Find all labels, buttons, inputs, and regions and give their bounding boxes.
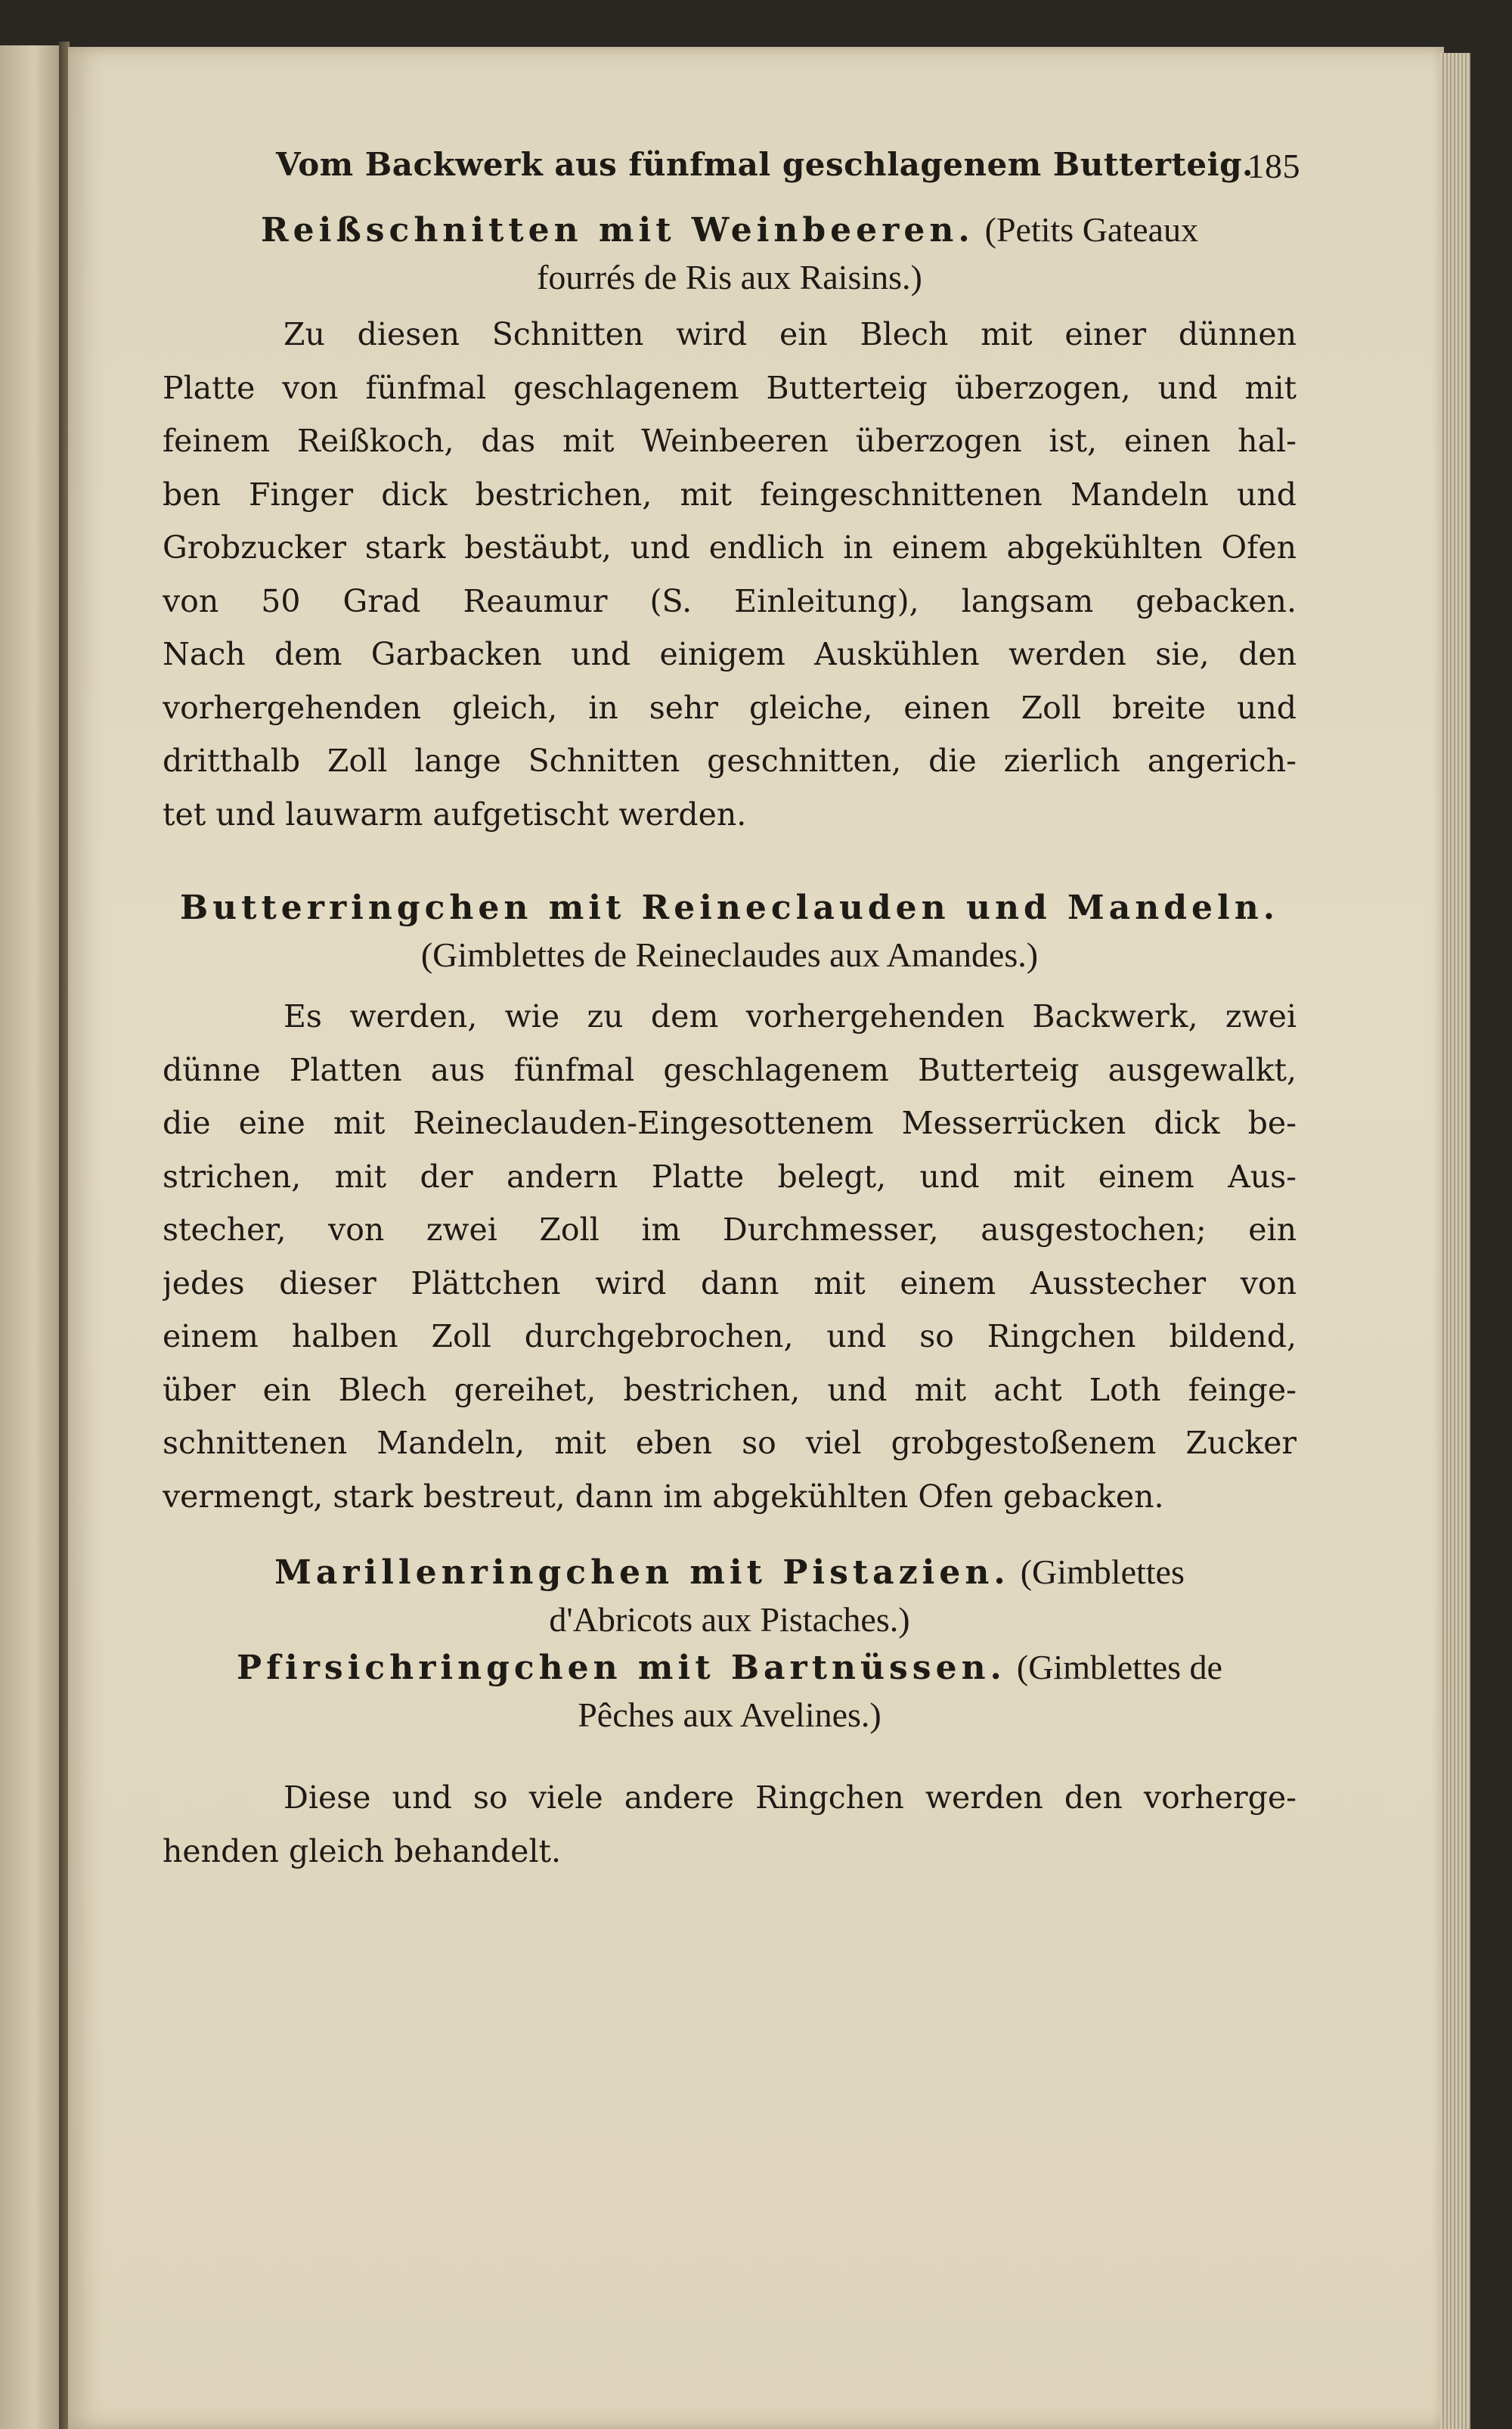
running-head-title: Vom Backwerk aus fünfmal geschlagenem Butterteig. [276, 146, 1254, 183]
heading-french: (Gimblettes de [1016, 1648, 1222, 1686]
paragraph-ringchen [163, 1771, 1297, 1878]
text-line: Es werden, wie zu dem vorhergehenden Backwerk, zwei [284, 998, 1297, 1035]
text-line: von 50 Grad Reaumur (S. Einleitung), langsam gebacken. [163, 582, 1297, 619]
heading-german: Butterringchen mit Reineclauden und Mandeln. [179, 889, 1280, 927]
section-heading-butterringchen [163, 885, 1297, 979]
text-line: henden gleich behandelt. [163, 1832, 562, 1869]
text-line: dünne Platten aus fünfmal geschlagenem Butterteig ausgewalkt, [163, 1051, 1297, 1088]
text-line: Zu diesen Schnitten wird ein Blech mit einer dünnen [284, 316, 1297, 352]
text-line: strichen, mit der andern Platte belegt, und mit einem Aus- [163, 1158, 1297, 1195]
heading-french: (Gimblettes [1020, 1553, 1185, 1591]
text-line: jedes dieser Plättchen wird dann mit einem Ausstecher von [163, 1264, 1297, 1301]
heading-german: Pfirsichringchen mit Bartnüssen. [237, 1649, 1006, 1687]
heading-german: Marillenringchen mit Pistazien. [274, 1553, 1010, 1592]
text-line: tet und lauwarm aufgetischt werden. [163, 796, 747, 833]
text-line: feinem Reißkoch, das mit Weinbeeren überzogen ist, einen hal- [163, 423, 1297, 459]
section-heading-reissschnitten [163, 206, 1297, 302]
text-line: einem halben Zoll durchgebrochen, und so Ringchen bildend, [163, 1318, 1297, 1354]
text-line: vorhergehenden gleich, in sehr gleiche, einen Zoll breite und [163, 689, 1297, 726]
text-line: Grobzucker stark bestäubt, und endlich in einem abgekühlten Ofen [163, 529, 1297, 566]
text-line: vermengt, stark bestreut, dann im abgekühlten Ofen gebacken. [163, 1478, 1164, 1515]
paragraph-reissschnitten [163, 308, 1297, 841]
text-line: Diese und so viele andere Ringchen werden den vorherge- [284, 1779, 1297, 1816]
text-line: ben Finger dick bestrichen, mit feingeschnittenen Mandeln und [163, 476, 1297, 513]
heading-french: (Petits Gateaux [984, 210, 1198, 249]
heading-french-cont: fourrés de Ris aux Raisins.) [537, 258, 922, 296]
text-line: die eine mit Reineclauden-Eingesottenem Messerrücken dick be- [163, 1105, 1297, 1141]
text-line: Nach dem Garbacken und einigem Auskühlen werden sie, den [163, 636, 1297, 672]
section-heading-marillenringchen [163, 1549, 1297, 1644]
left-page-edge [0, 45, 62, 2429]
running-head [163, 125, 1300, 193]
section-heading-pfirsichringchen [163, 1644, 1297, 1739]
text-line: schnittenen Mandeln, mit eben so viel grobgestoßenem Zucker [163, 1425, 1297, 1461]
text-line: Platte von fünfmal geschlagenem Butterteig überzogen, und mit [163, 369, 1297, 406]
text-block [163, 125, 1300, 1878]
heading-german: Reißschnitten mit Weinbeeren. [261, 211, 974, 250]
heading-french-cont: Pêches aux Avelines.) [578, 1695, 881, 1734]
text-line: dritthalb Zoll lange Schnitten geschnitten, die zierlich angerich- [163, 743, 1297, 779]
heading-french-cont: d'Abricots aux Pistaches.) [549, 1600, 910, 1639]
heading-french: (Gimblettes de Reineclaudes aux Amandes.) [420, 935, 1039, 974]
text-line: stecher, von zwei Zoll im Durchmesser, ausgestochen; ein [163, 1211, 1297, 1248]
page-number: 185 [1247, 147, 1300, 185]
page-stack-edges [1440, 53, 1470, 2429]
text-line: über ein Blech gereihet, bestrichen, und mit acht Loth feinge- [163, 1371, 1297, 1408]
paragraph-butterringchen [163, 990, 1297, 1523]
